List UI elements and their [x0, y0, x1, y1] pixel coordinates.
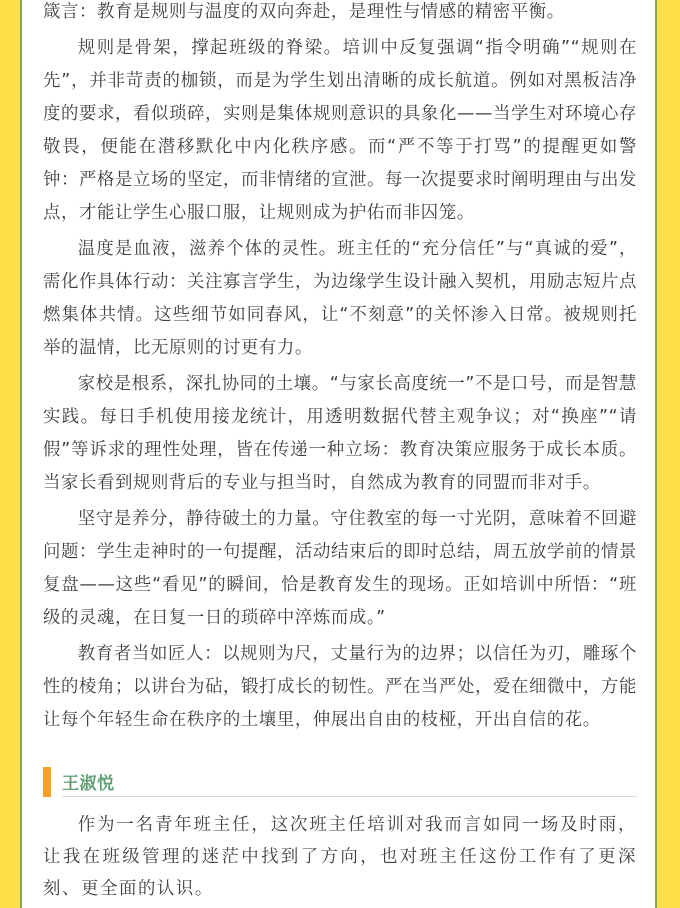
paragraph-rules: 规则是骨架，撑起班级的脊梁。培训中反复强调“指令明确”“规则在先”，并非苛责的枷锁，而是为学生划出清晰的成长航道。例如对黑板洁净度的要求，看似琐碎，实则是集体规则意识的具象化——当学生对环境心存敬畏，便能在潜移默化中内化秩序感。而“严不等于打骂”的提醒更如警钟：严格是立场的坚定，而非情绪的宣泄。每一次提要求时阐明理由与出发点，才能让学生心服口服，让规则成为护佑而非囚笼。: [43, 38, 637, 223]
left-yellow-border: [0, 0, 20, 908]
author-name: 王淑悦: [62, 774, 115, 794]
article-body: [43, 0, 637, 740]
author-section-body: [43, 809, 637, 908]
right-yellow-border: [657, 0, 680, 908]
motto-paragraph: 箴言：教育是规则与温度的双向奔赴，是理性与情感的精密平衡。: [43, 2, 565, 22]
accent-bar: [43, 767, 51, 797]
paragraph-persistence: 坚守是养分，静待破土的力量。守住教室的每一寸光阴，意味着不回避问题：学生走神时的一句提醒，活动结束后的即时总结，周五放学前的情景复盘——这些“看见”的瞬间，恰是教育发生的现场。正如培训中所悟：“班级的灵魂，在日复一日的琐碎中淬炼而成。”: [43, 509, 637, 628]
header-divider: [62, 796, 637, 797]
paragraph-warmth: 温度是血液，滋养个体的灵性。班主任的“充分信任”与“真诚的爱”，需化作具体行动：关注寡言学生，为边缘学生设计融入契机，用励志短片点燃集体共情。这些细节如同春风，让“不刻意”的关怀渗入日常。被规则托举的温情，比无原则的讨更有力。: [43, 239, 637, 358]
author-paragraph-intro: 作为一名青年班主任，这次班主任培训对我而言如同一场及时雨，让我在班级管理的迷茫中找到了方向，也对班主任这份工作有了更深刻、更全面的认识。: [43, 815, 637, 899]
paragraph-home-school: 家校是根系，深扎协同的土壤。“与家长高度统一”不是口号，而是智慧实践。每日手机使用接龙统计，用透明数据代替主观争议；对“换座”“请假”等诉求的理性处理，皆在传递一种立场：教育决策应服务于成长本质。当家长看到规则背后的专业与担当时，自然成为教育的同盟而非对手。: [43, 374, 637, 493]
left-green-rule: [20, 0, 22, 908]
author-section-header: [43, 765, 637, 799]
paragraph-craftsman: 教育者当如匠人：以规则为尺，丈量行为的边界；以信任为刃，雕琢个性的棱角；以讲台为砧，锻打成长的韧性。严在当严处，爱在细微中，方能让每个年轻生命在秩序的土壤里，伸展出自由的枝桠，开出自信的花。: [43, 644, 637, 730]
